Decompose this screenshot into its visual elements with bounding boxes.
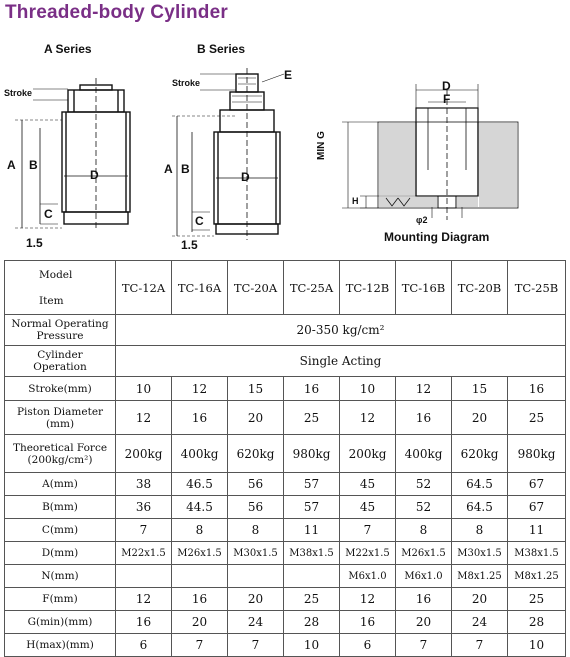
table-cell: 46.5: [172, 473, 228, 496]
table-cell: M26x1.5: [172, 542, 228, 565]
table-cell: [228, 565, 284, 588]
table-cell: 20: [172, 611, 228, 634]
table-row: [5, 634, 566, 657]
table-cell: 20: [396, 611, 452, 634]
table-cell: 7: [228, 634, 284, 657]
mount-label-d: D: [442, 79, 451, 93]
operation-row: [5, 346, 566, 377]
table-cell: 6: [340, 634, 396, 657]
row-label: [5, 435, 116, 473]
table-cell: 7: [340, 519, 396, 542]
table-cell: 24: [452, 611, 508, 634]
table-cell: 16: [284, 377, 340, 401]
table-cell: 25: [284, 588, 340, 611]
a-label-1-5: 1.5: [26, 236, 43, 250]
page-title: Threaded-body Cylinder: [5, 2, 228, 23]
table-cell: 16: [172, 401, 228, 435]
model-header: TC-16B: [396, 261, 452, 315]
model-header: TC-12A: [116, 261, 172, 315]
table-row: [5, 377, 566, 401]
model-header: TC-25A: [284, 261, 340, 315]
row-label: G(min)(mm): [5, 611, 116, 634]
b-label-e: E: [284, 68, 293, 82]
table-cell: 10: [340, 377, 396, 401]
table-cell: 24: [228, 611, 284, 634]
table-cell: 28: [284, 611, 340, 634]
row-label: F(mm): [5, 588, 116, 611]
table-cell: 7: [116, 519, 172, 542]
table-cell: 6: [116, 634, 172, 657]
table-cell: 7: [452, 634, 508, 657]
table-cell: M38x1.5: [508, 542, 566, 565]
table-cell: 12: [116, 401, 172, 435]
row-label-line: (200kg/cm²): [27, 453, 93, 466]
table-cell: 16: [396, 401, 452, 435]
table-row: [5, 588, 566, 611]
table-cell: 44.5: [172, 496, 228, 519]
a-stroke-label: Stroke: [4, 88, 33, 98]
b-label-c: C: [195, 214, 204, 228]
table-cell: 12: [396, 377, 452, 401]
table-cell: 25: [508, 588, 566, 611]
b-label-a: A: [164, 162, 173, 176]
b-series-label: B Series: [197, 42, 246, 56]
table-cell: 20: [228, 401, 284, 435]
table-cell: 64.5: [452, 473, 508, 496]
table-cell: 67: [508, 496, 566, 519]
row-label-line: Piston Diameter: [16, 405, 104, 418]
row-label: N(mm): [5, 565, 116, 588]
table-cell: M6x1.0: [396, 565, 452, 588]
table-cell: M6x1.0: [340, 565, 396, 588]
table-row: [5, 496, 566, 519]
table-cell: 11: [284, 519, 340, 542]
table-row: [5, 542, 566, 565]
table-cell: 56: [228, 496, 284, 519]
table-cell: 12: [340, 401, 396, 435]
table-cell: 52: [396, 496, 452, 519]
mount-label-f: F: [443, 92, 451, 106]
table-cell: 16: [116, 611, 172, 634]
table-cell: 25: [284, 401, 340, 435]
row-label: B(mm): [5, 496, 116, 519]
table-cell: [116, 565, 172, 588]
table-cell: M38x1.5: [284, 542, 340, 565]
table-cell: 620kg: [452, 435, 508, 473]
table-cell: 57: [284, 496, 340, 519]
table-cell: 10: [508, 634, 566, 657]
a-series-label: A Series: [44, 42, 92, 56]
a-label-c: C: [44, 207, 53, 221]
table-cell: 56: [228, 473, 284, 496]
table-cell: M30x1.5: [228, 542, 284, 565]
mount-label-h: H: [352, 196, 359, 206]
pressure-value: 20-350 kg/cm²: [116, 315, 566, 346]
row-label: C(mm): [5, 519, 116, 542]
table-row: [5, 473, 566, 496]
table-cell: 45: [340, 473, 396, 496]
row-label-line: Pressure: [36, 330, 84, 342]
item-label: Item: [39, 294, 64, 307]
row-label-line: Cylinder: [37, 349, 83, 361]
table-cell: [284, 565, 340, 588]
b-label-b: B: [181, 162, 190, 176]
table-cell: M26x1.5: [396, 542, 452, 565]
row-label-line: Normal Operating: [11, 318, 109, 330]
table-cell: 7: [396, 634, 452, 657]
header-row: [5, 261, 566, 315]
table-row: [5, 565, 566, 588]
table-cell: 15: [228, 377, 284, 401]
table-row: [5, 435, 566, 473]
table-cell: 8: [228, 519, 284, 542]
row-label-line: Operation: [33, 361, 87, 373]
diagram-drawing: [0, 30, 570, 260]
table-cell: 15: [452, 377, 508, 401]
row-label: A(mm): [5, 473, 116, 496]
table-cell: 12: [172, 377, 228, 401]
table-row: [5, 611, 566, 634]
table-cell: 45: [340, 496, 396, 519]
mount-label-min-g: MIN G: [316, 131, 327, 160]
table-cell: 12: [116, 588, 172, 611]
table-cell: 8: [396, 519, 452, 542]
table-cell: 10: [116, 377, 172, 401]
pressure-row: [5, 315, 566, 346]
table-cell: 400kg: [172, 435, 228, 473]
b-label-d: D: [241, 170, 250, 184]
table-cell: 20: [228, 588, 284, 611]
row-label: Stroke(mm): [5, 377, 116, 401]
table-cell: 20: [452, 588, 508, 611]
table-cell: 67: [508, 473, 566, 496]
table-cell: [172, 565, 228, 588]
row-label: H(max)(mm): [5, 634, 116, 657]
table-cell: 200kg: [116, 435, 172, 473]
table-cell: 16: [508, 377, 566, 401]
table-cell: 16: [340, 611, 396, 634]
table-cell: 620kg: [228, 435, 284, 473]
table-cell: 57: [284, 473, 340, 496]
table-cell: 38: [116, 473, 172, 496]
table-cell: 52: [396, 473, 452, 496]
row-label: [5, 346, 116, 377]
table-row: [5, 401, 566, 435]
table-cell: M8x1.25: [452, 565, 508, 588]
table-cell: 8: [452, 519, 508, 542]
table-cell: 16: [396, 588, 452, 611]
table-cell: 7: [172, 634, 228, 657]
mounting-diagram-label: Mounting Diagram: [384, 230, 490, 244]
model-header: TC-25B: [508, 261, 566, 315]
table-cell: 36: [116, 496, 172, 519]
table-cell: 28: [508, 611, 566, 634]
a-label-b: B: [29, 158, 38, 172]
a-label-a: A: [7, 158, 16, 172]
model-header: TC-20A: [228, 261, 284, 315]
row-label: [5, 401, 116, 435]
row-label: [5, 315, 116, 346]
row-label-line: Theoretical Force: [12, 441, 108, 454]
table-cell: M30x1.5: [452, 542, 508, 565]
row-label: D(mm): [5, 542, 116, 565]
table-cell: M8x1.25: [508, 565, 566, 588]
table-cell: 10: [284, 634, 340, 657]
model-header: TC-12B: [340, 261, 396, 315]
a-label-d: D: [90, 168, 99, 182]
table-cell: 400kg: [396, 435, 452, 473]
operation-value: Single Acting: [116, 346, 566, 377]
table-cell: 980kg: [284, 435, 340, 473]
table-cell: 20: [452, 401, 508, 435]
table-row: [5, 519, 566, 542]
b-label-1-5: 1.5: [181, 238, 198, 252]
row-label-line: (mm): [45, 417, 75, 430]
table-cell: M22x1.5: [116, 542, 172, 565]
b-stroke-label: Stroke: [172, 78, 201, 88]
spec-table: [4, 260, 566, 657]
cylinder-diagrams: [0, 30, 570, 260]
table-cell: 11: [508, 519, 566, 542]
model-header: TC-20B: [452, 261, 508, 315]
model-item-header: [5, 261, 116, 315]
table-cell: 8: [172, 519, 228, 542]
model-header: TC-16A: [172, 261, 228, 315]
table-cell: 16: [172, 588, 228, 611]
table-cell: 64.5: [452, 496, 508, 519]
table-cell: 12: [340, 588, 396, 611]
table-cell: 25: [508, 401, 566, 435]
mount-label-phi2: φ2: [416, 215, 428, 225]
table-cell: 200kg: [340, 435, 396, 473]
table-cell: 980kg: [508, 435, 566, 473]
model-label: Model: [39, 268, 73, 281]
table-cell: M22x1.5: [340, 542, 396, 565]
